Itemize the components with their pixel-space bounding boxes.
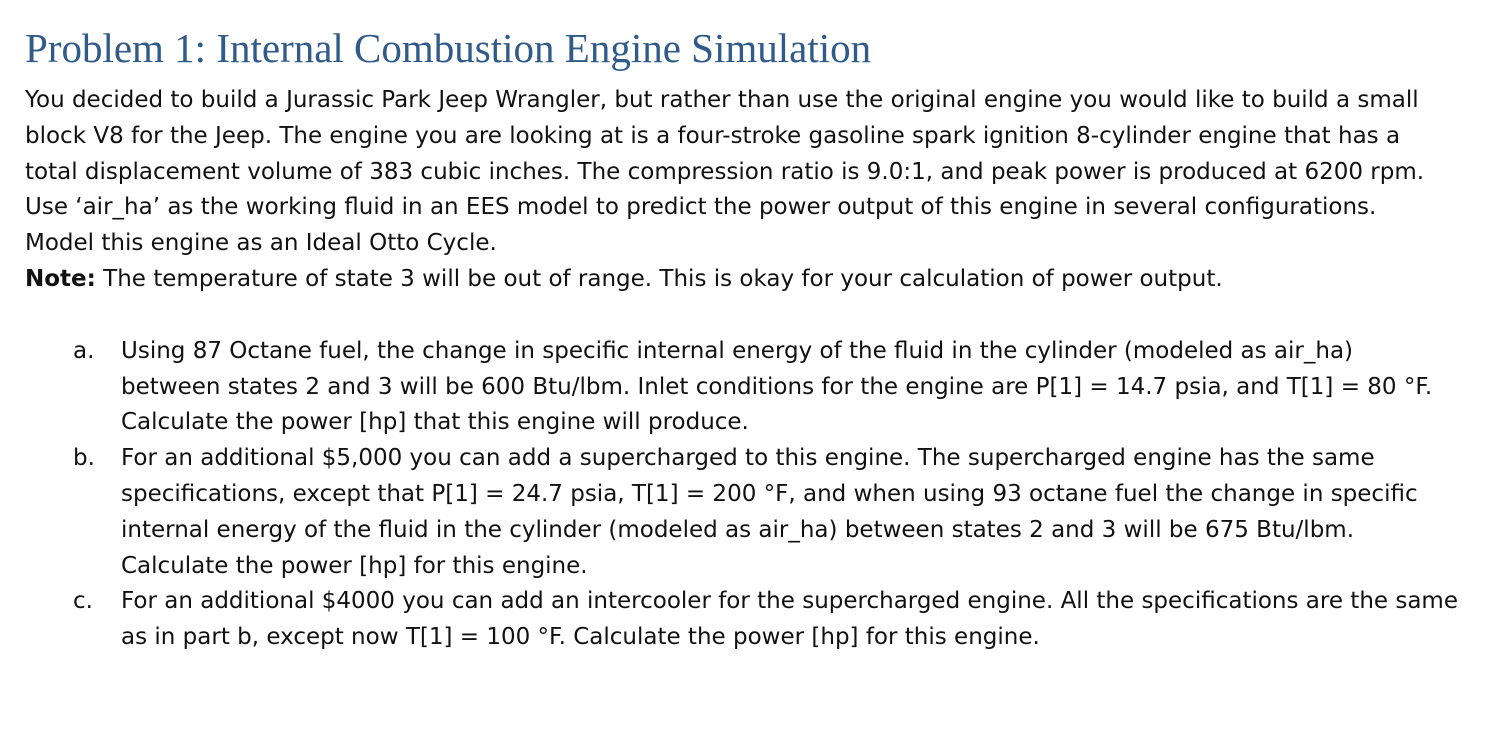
note-text: The temperature of state 3 will be out of range. This is okay for your calculation of power output. <box>95 265 1223 292</box>
problem-parts-list <box>25 334 1490 656</box>
part-c-text: For an additional $4000 you can add an intercooler for the supercharged engine. All the specifications are the same as in part b, except now T[1] = 100 °F. Calculate the power [hp] for this engine. <box>121 588 1458 651</box>
problem-title: Problem 1: Internal Combustion Engine Simulation <box>25 25 872 71</box>
part-b <box>25 441 1459 584</box>
note-label: Note: <box>25 265 96 292</box>
document-page <box>25 22 1490 656</box>
part-a-marker: a. <box>73 337 95 364</box>
part-b-marker: b. <box>73 445 95 472</box>
part-c-marker: c. <box>73 588 93 615</box>
part-c <box>25 584 1459 656</box>
part-a <box>25 334 1459 441</box>
problem-intro: You decided to build a Jurassic Park Jeep Wrangler, but rather than use the original engine you would like to build a small block V8 for the Jeep. The engine you are looking at is a four-stroke gasoline spark ignition 8-cylinder engine that has a total displacement volume of 383 cubic inches. The compression ratio is 9.0:1, and peak power is produced at 6200 rpm. Use ‘air_ha’ as the working fluid in an EES model to predict the power output of this engine in several configurations. Model this engine as an Ideal Otto Cycle. <box>25 87 1425 257</box>
note-paragraph <box>25 262 1490 298</box>
part-b-text: For an additional $5,000 you can add a supercharged to this engine. The supercharged engine has the same specifications, except that P[1] = 24.7 psia, T[1] = 200 °F, and when using 93 octane fuel the change in specific internal energy of the fluid in the cylinder (modeled as air_ha) between states 2 and 3 will be 675 Btu/lbm. Calculate the power [hp] for this engine. <box>121 445 1418 579</box>
part-a-text: Using 87 Octane fuel, the change in specific internal energy of the fluid in the cylinder (modeled as air_ha) between states 2 and 3 will be 600 Btu/lbm. Inlet conditions for the engine are P[1] = 14.7 psia, and T[1] = 80 °F. Calculate the power [hp] that this engine will produce. <box>121 337 1433 436</box>
